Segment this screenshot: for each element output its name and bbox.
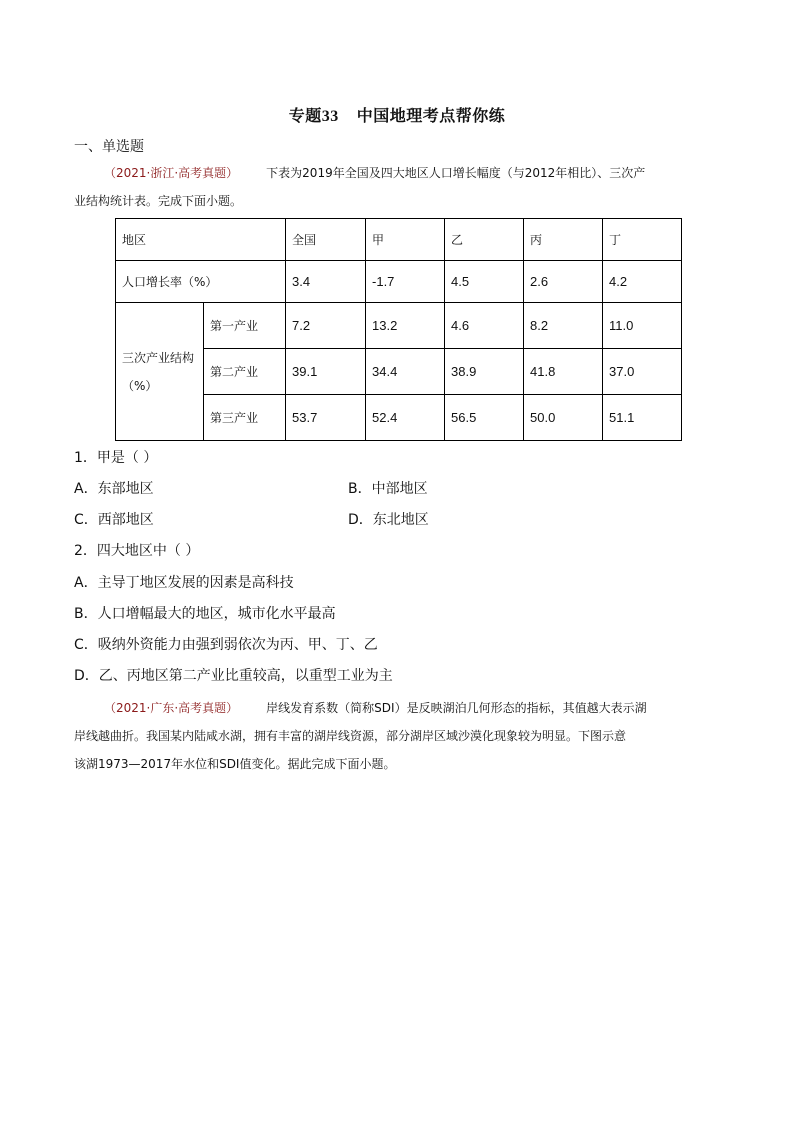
question-2-option-d[interactable]: D．乙、丙地区第二产业比重较高，以重型工业为主	[74, 668, 393, 684]
title-prefix: 专题	[288, 106, 322, 125]
table-header-cell: 全国	[286, 219, 366, 261]
table-structure-label: 三次产业结构（%）	[116, 303, 204, 441]
question-1-stem: 1．甲是（ ）	[74, 450, 158, 466]
table-header-cell: 甲	[366, 219, 445, 261]
table-cell: 56.5	[445, 395, 524, 441]
table-cell: 51.1	[603, 395, 682, 441]
table-cell: 53.7	[286, 395, 366, 441]
table-cell: 34.4	[366, 349, 445, 395]
question-2-stem: 2．四大地区中（ ）	[74, 543, 200, 559]
title-number: 33	[321, 108, 339, 125]
question-2-option-c[interactable]: C．吸纳外资能力由强到弱依次为丙、甲、丁、乙	[74, 637, 378, 653]
table-cell: 50.0	[524, 395, 603, 441]
table-cell: 37.0	[603, 349, 682, 395]
question-2-option-a[interactable]: A．主导丁地区发展的因素是高科技	[74, 575, 294, 591]
passage-1	[74, 159, 722, 215]
table-cell: 13.2	[366, 303, 445, 349]
passage-2-line-1: 岸线发育系数（简称SDI）是反映湖泊几何形态的指标，其值越大表示湖	[266, 701, 647, 715]
passage-1-line-1: 下表为2019年全国及四大地区人口增长幅度（与2012年相比）、三次产	[266, 166, 646, 180]
question-1-option-c[interactable]: C．西部地区	[74, 512, 154, 528]
question-1-option-b[interactable]: B．中部地区	[348, 481, 428, 497]
table-row-label: 第二产业	[204, 349, 286, 395]
table-cell: 11.0	[603, 303, 682, 349]
table-header-cell: 丁	[603, 219, 682, 261]
table-header-cell: 乙	[445, 219, 524, 261]
page-title	[0, 103, 794, 126]
table-cell: 8.2	[524, 303, 603, 349]
section-heading: 一、单选题	[74, 139, 144, 155]
table-row-label: 第三产业	[204, 395, 286, 441]
table-cell: 39.1	[286, 349, 366, 395]
table-row-primary	[116, 303, 682, 349]
table-cell: 38.9	[445, 349, 524, 395]
table-cell: 4.2	[603, 261, 682, 303]
table-row-population	[116, 261, 682, 303]
table-header-region: 地区	[116, 219, 286, 261]
table-cell: 3.4	[286, 261, 366, 303]
table-row-header	[116, 219, 682, 261]
table-cell: 52.4	[366, 395, 445, 441]
passage-1-line-2: 业结构统计表。完成下面小题。	[74, 194, 243, 208]
question-1-option-a[interactable]: A．东部地区	[74, 481, 154, 497]
question-2-option-b[interactable]: B．人口增幅最大的地区，城市化水平最高	[74, 606, 336, 622]
table-row-label: 第一产业	[204, 303, 286, 349]
stats-table	[115, 218, 682, 441]
passage-1-source: （2021·浙江·高考真题）	[104, 166, 239, 180]
table-cell: 4.6	[445, 303, 524, 349]
table-cell: 4.5	[445, 261, 524, 303]
passage-2	[74, 694, 722, 778]
table-cell: 41.8	[524, 349, 603, 395]
table-cell: 2.6	[524, 261, 603, 303]
table-header-cell: 丙	[524, 219, 603, 261]
table-cell: 7.2	[286, 303, 366, 349]
passage-2-line-2: 岸线越曲折。我国某内陆咸水湖，拥有丰富的湖岸线资源，部分湖岸区域沙漠化现象较为明显。下图示意	[74, 729, 627, 743]
title-rest: 中国地理考点帮你练	[356, 106, 506, 125]
passage-2-line-3: 该湖1973—2017年水位和SDI值变化。据此完成下面小题。	[74, 757, 396, 771]
question-1-option-d[interactable]: D．东北地区	[348, 512, 429, 528]
passage-2-source: （2021·广东·高考真题）	[104, 701, 239, 715]
table-cell: -1.7	[366, 261, 445, 303]
table-row-label: 人口增长率（%）	[116, 261, 286, 303]
